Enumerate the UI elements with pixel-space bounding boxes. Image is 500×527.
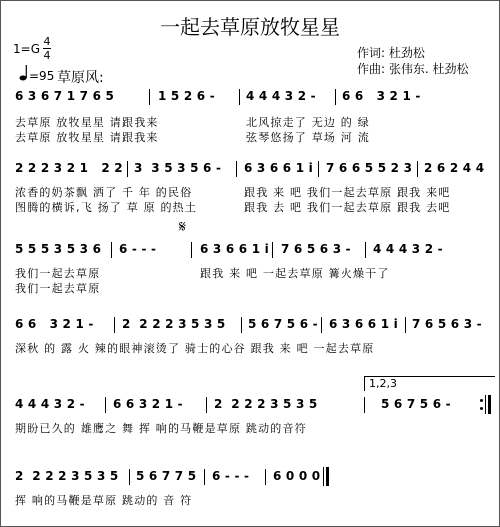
row1-lyric2a: 去草原 放牧星星 请跟我来 [15, 131, 159, 144]
barline [239, 89, 240, 105]
row4-measure3: 5 6 7 5 6 - [248, 317, 318, 331]
row5-measure2: 6 6 3 2 1 - [113, 397, 183, 411]
row2-measure1: 2 2 2 3 2 1 2 2 [15, 161, 123, 175]
row3-lyric2a: 我们一起去草原 [15, 282, 101, 295]
composer-credit: 作曲: 张伟东. 杜劲松 [357, 62, 469, 76]
key-signature: 1=G [13, 42, 40, 56]
row5-lyric1: 期盼已久的 雄鹰之 舞 挥 响的马鞭是草原 跳动的音符 [15, 422, 307, 435]
row4-measure5: 7 6 5 6 3 - [412, 317, 482, 331]
row6-measure1: 2 2 2 2 3 5 3 5 [15, 469, 119, 483]
row1-measure2: 1 5 2 6 - [158, 89, 215, 103]
song-title: 一起去草原放牧星星 [160, 15, 340, 39]
barline [206, 397, 207, 413]
row1-measure1: 6 3 6 7 1 7 6 5 [15, 89, 115, 103]
barline [204, 469, 205, 485]
row4-lyric1: 深秋 的 露 火 辣的眼神滚烫了 骑士的心谷 跟我 来 吧 一起去草原 [15, 342, 375, 355]
row2-measure3: 6 3 6 6 1 i [244, 161, 313, 175]
final-thin-barline [323, 467, 324, 486]
barline [111, 242, 112, 258]
row5-measure1: 4 4 4 3 2 - [15, 397, 85, 411]
barline [241, 317, 242, 333]
row5-measure4: 5 6 7 5 6 - [381, 397, 451, 411]
row6-measure2: 5 6 7 7 5 [136, 469, 197, 483]
row2-measure2: 3 3 5 3 5 6 - [134, 161, 222, 175]
barline [335, 89, 336, 105]
barline [114, 317, 115, 333]
row4-measure4: 6 3 6 6 1 i [329, 317, 398, 331]
repeat-thick-barline [488, 395, 491, 414]
row2-lyric1b: 跟我 来 吧 我们一起去草原 跟我 来吧 [244, 186, 451, 199]
row1-lyric2b: 弦琴悠扬了 草场 河 流 [246, 131, 370, 144]
row2-lyric1a: 浓香的奶茶飘 洒了 千 年 的民俗 [15, 186, 193, 199]
barline [265, 469, 266, 485]
barline [364, 397, 365, 413]
row3-lyric1b: 跟我 来 吧 一起去草原 篝火燥干了 [200, 267, 390, 280]
row4-measure1: 6 6 3 2 1 - [15, 317, 94, 331]
row2-measure5: 2 6 2 4 4 [424, 161, 485, 175]
row1-lyric1a: 去草原 放牧星星 请跟我来 [15, 116, 159, 129]
barline [318, 161, 319, 177]
time-signature-top: 4 [43, 35, 51, 48]
repeat-thin-barline [485, 395, 486, 414]
lyricist-credit: 作词: 杜劲松 [357, 46, 425, 60]
final-thick-barline [326, 467, 329, 486]
row6-lyric1: 挥 响的马鞭是草原 跳动的 音 符 [15, 494, 193, 507]
barline [105, 397, 106, 413]
row6-measure3: 6 - - - [212, 469, 250, 483]
row4-measure2: 2 2 2 2 3 5 3 5 [122, 317, 226, 331]
tempo-style: 草原风: [57, 70, 104, 86]
time-signature-bottom: 4 [43, 49, 51, 62]
row2-measure4: 7 6 6 5 5 2 3 [326, 161, 413, 175]
barline [405, 317, 406, 333]
row3-measure4: 7 6 5 6 3 - [281, 242, 351, 256]
row3-measure1: 5 5 5 3 5 3 6 [15, 242, 102, 256]
tempo-value: =95 [29, 69, 55, 83]
repeat-dot [480, 399, 483, 402]
barline [417, 161, 418, 177]
segno-icon: 𝄋 [179, 217, 186, 236]
barline [127, 161, 128, 177]
barline [272, 242, 273, 258]
row5-measure3: 2 2 2 2 3 5 3 5 [214, 397, 318, 411]
repeat-dot [480, 407, 483, 410]
barline [149, 89, 150, 105]
row1-measure3: 4 4 4 3 2 - [246, 89, 316, 103]
row3-lyric1a: 我们一起去草原 [15, 267, 101, 280]
barline [321, 317, 322, 333]
row2-lyric2b: 跟我 去 吧 我们一起去草原 跟我 去吧 [244, 201, 451, 214]
row1-lyric1b: 北风掠走了 无边 的 绿 [246, 116, 370, 129]
row6-measure4: 6 0 0 0 [273, 469, 321, 483]
row3-measure5: 4 4 4 3 2 - [373, 242, 443, 256]
barline [236, 161, 237, 177]
row3-measure3: 6 3 6 6 1 i [200, 242, 269, 256]
quarter-note-icon [19, 64, 29, 82]
barline [129, 469, 130, 485]
row2-lyric2a: 图腾的横诉,飞 扬了 草 原 的热土 [15, 201, 198, 214]
barline [191, 242, 192, 258]
row1-measure4: 6 6 3 2 1 - [342, 89, 421, 103]
barline [365, 242, 366, 258]
volta-label: 1,2,3 [369, 377, 397, 390]
row3-measure2: 6 - - - [119, 242, 157, 256]
